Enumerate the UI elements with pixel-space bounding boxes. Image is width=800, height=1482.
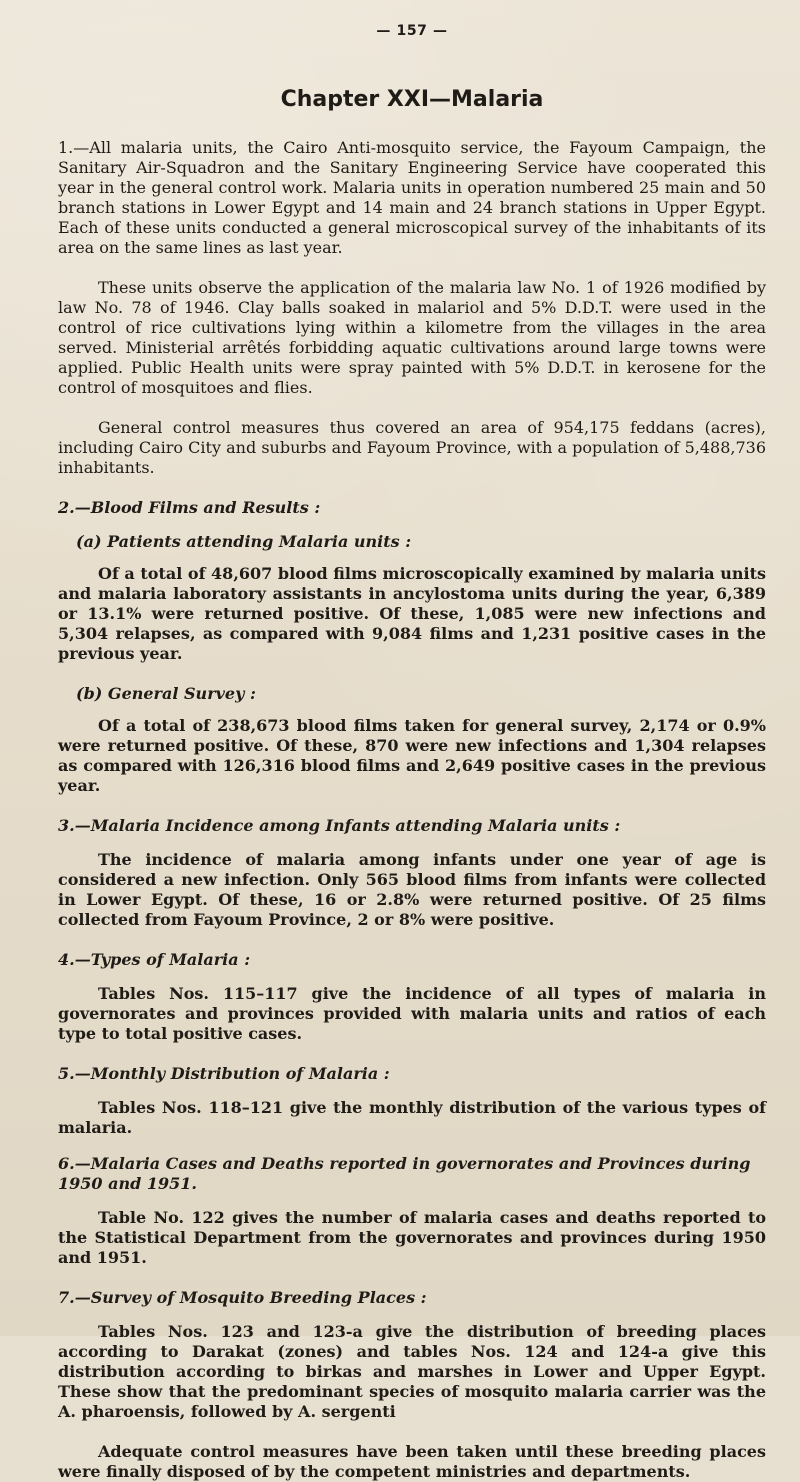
section-2-heading: 2.—Blood Films and Results :: [58, 498, 321, 517]
paragraph-6: The incidence of malaria among infants under one year of age is considered a new infection. Only 565 blood films from infants were collected in Lower Egypt. Of these, 16 or 2.8% were returned positive. Of 25 films collected from Fayoum Province, 2 or 8% were positive.: [58, 850, 766, 929]
paragraph-2: These units observe the application of the malaria law No. 1 of 1926 modified by law No. 78 of 1946. Clay balls soaked in malariol and 5% D.D.T. were used in the control of rice cultivations lying within a kilometre from the villages in the area served. Ministerial arrêtés forbidding aquatic cultivations around large towns were applied. Public Health units were spray painted with 5% D.D.T. in kerosene for the control of mosquitoes and flies.: [58, 278, 766, 397]
paragraph-3: General control measures thus covered an area of 954,175 feddans (acres), including Cairo City and suburbs and Fayoum Province, with a population of 5,488,736 inhabitants.: [58, 418, 766, 477]
section-7-heading: 7.—Survey of Mosquito Breeding Places :: [58, 1288, 427, 1307]
section-4-heading: 4.—Types of Malaria :: [58, 950, 251, 969]
paragraph-5: Of a total of 238,673 blood films taken for general survey, 2,174 or 0.9% were returned positive. Of these, 870 were new infections and 1,304 relapses as compared with 126,316 blood films and 2,649 positive cases in the previous year.: [58, 716, 766, 795]
section-2a-heading: (a) Patients attending Malaria units :: [76, 532, 412, 551]
paragraph-10: Tables Nos. 123 and 123-a give the distribution of breeding places according to Darakat (zones) and tables Nos. 124 and 124-a give this distribution according to birkas and marshes in Lower and Upper Egypt. These show that the predominant species of mosquito malaria carrier was the A. pharoensis, followed by A. sergenti: [58, 1322, 766, 1421]
paragraph-4: Of a total of 48,607 blood films microscopically examined by malaria units and malaria laboratory assistants in ancylostoma units during the year, 6,389 or 13.1% were returned positive. Of these, 1,085 were new infections and 5,304 relapses, as compared with 9,084 films and 1,231 positive cases in the previous year.: [58, 564, 766, 663]
paragraph-9: Table No. 122 gives the number of malaria cases and deaths reported to the Statistical Department from the governorates and provinces during 1950 and 1951.: [58, 1208, 766, 1267]
chapter-title: Chapter XXI—Malaria: [280, 87, 544, 112]
section-5-heading: 5.—Monthly Distribution of Malaria :: [58, 1064, 390, 1083]
page-number: — 157 —: [376, 23, 448, 39]
paragraph-7: Tables Nos. 115–117 give the incidence of all types of malaria in governorates and provinces provided with malaria units and ratios of each type to total positive cases.: [58, 984, 766, 1043]
section-2b-heading: (b) General Survey :: [76, 684, 256, 703]
section-3-heading: 3.—Malaria Incidence among Infants attending Malaria units :: [58, 816, 621, 835]
paragraph-8: Tables Nos. 118–121 give the monthly distribution of the various types of malaria.: [58, 1098, 766, 1137]
section-6-heading: 6.—Malaria Cases and Deaths reported in governorates and Provinces during 1950 and 1951.: [58, 1154, 751, 1193]
paragraph-11: Adequate control measures have been taken until these breeding places were finally disposed of by the competent ministries and departments.: [58, 1442, 766, 1481]
paragraph-1: 1.—All malaria units, the Cairo Anti-mosquito service, the Fayoum Campaign, the Sanitary Air-Squadron and the Sanitary Engineering Service have cooperated this year in the general control work. Malaria units in operation numbered 25 main and 50 branch stations in Lower Egypt and 14 main and 24 branch stations in Upper Egypt. Each of these units conducted a general microscopical survey of the inhabitants of its area on the same lines as last year.: [58, 138, 766, 257]
